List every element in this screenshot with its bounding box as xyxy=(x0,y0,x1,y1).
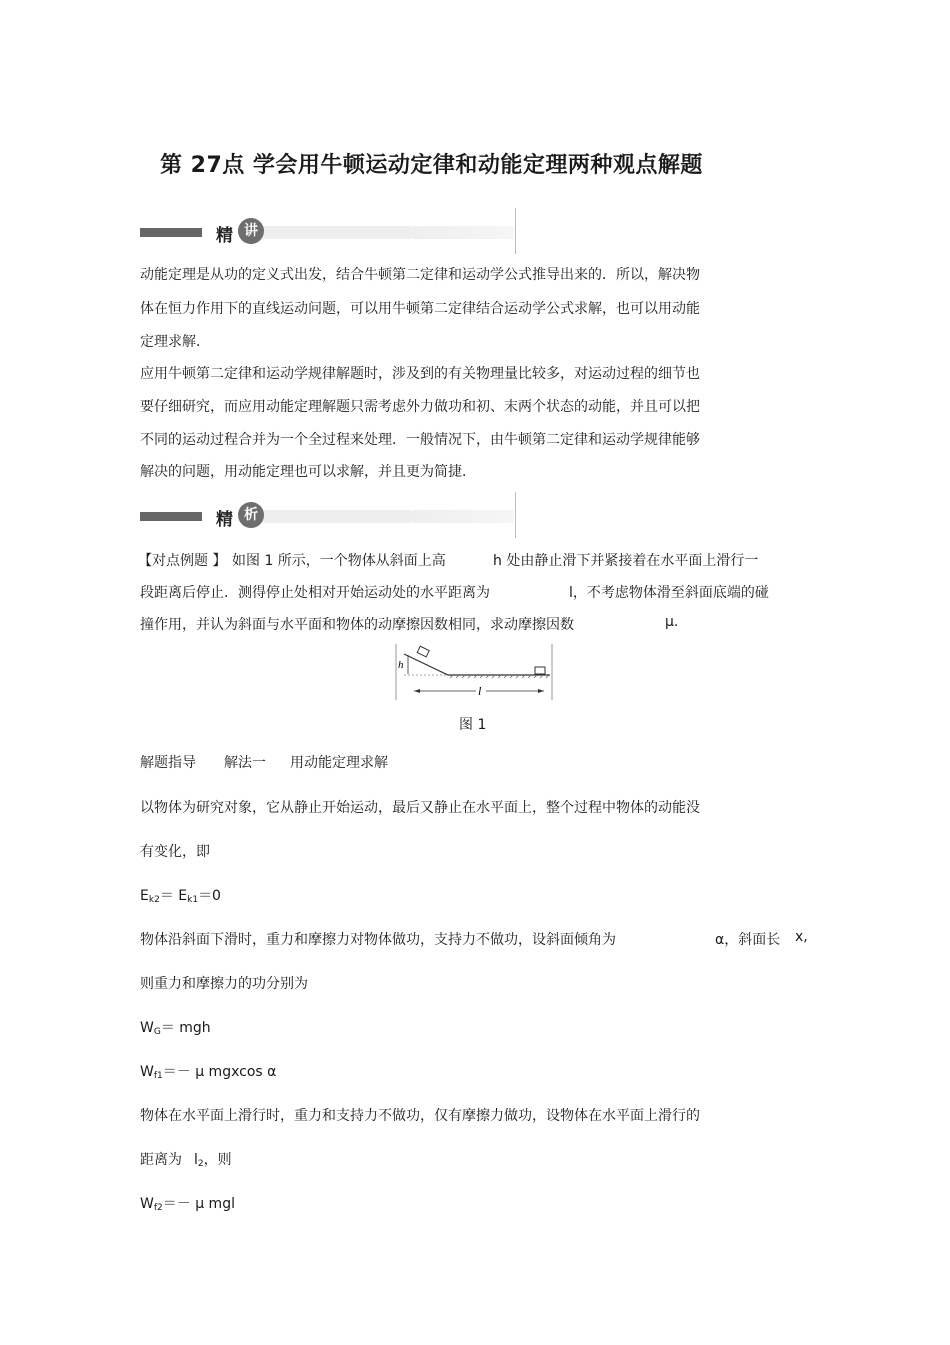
equation-energy: $E_{k2}= E_{k1}=0$ xyxy=(140,888,221,905)
block-end xyxy=(535,667,545,674)
banner-bar xyxy=(140,228,202,237)
banner-stripe xyxy=(258,510,410,523)
banner-divider xyxy=(515,492,516,538)
banner-badge: 析 xyxy=(238,502,264,528)
banner-divider xyxy=(515,208,516,254)
intro-line: 应用牛顿第二定律和运动学规律解题时，涉及到的有关物理量比较多，对运动过程的细节也 xyxy=(140,366,700,382)
banner-stripe-fade xyxy=(408,510,514,523)
block-start xyxy=(417,646,429,657)
equation-wf1: $W_{f1}=- \mu$ mgxcos α xyxy=(140,1064,277,1081)
example-text: 撞作用，并认为斜面与水平面和物体的动摩擦因数相同，求动摩擦因数 xyxy=(140,617,574,633)
guide-method: 解法一 xyxy=(224,755,266,771)
example-tag: 【对点例题 】 xyxy=(138,553,227,569)
example-text: h 处由静止滑下并紧接着在水平面上滑行一 xyxy=(493,553,759,569)
example-text: 如图 1 所示，一个物体从斜面上高 xyxy=(232,553,446,569)
solution-text: 物体在水平面上滑行时，重力和支持力不做功，仅有摩擦力做功，设物体在水平面上滑行的 xyxy=(140,1108,700,1124)
equation-wg: $W_G=$ mgh xyxy=(140,1020,211,1037)
section-banner-jingjiang xyxy=(140,208,516,254)
banner-label: 精 xyxy=(216,226,233,246)
banner-stripe xyxy=(258,226,410,239)
guide-desc: 用动能定理求解 xyxy=(290,755,388,771)
label-h: h xyxy=(398,659,404,671)
banner-badge: 讲 xyxy=(238,218,264,244)
page-title: 第 27点 学会用牛顿运动定律和动能定理两种观点解题 xyxy=(160,153,703,178)
solution-text: 物体沿斜面下滑时，重力和摩擦力对物体做功，支持力不做功，设斜面倾角为 xyxy=(140,932,616,948)
intro-line: 解决的问题，用动能定理也可以求解，并且更为简捷． xyxy=(140,464,476,480)
solution-text-distance: 距离为 $l_2$，则 xyxy=(140,1152,232,1169)
figure-caption: 图 1 xyxy=(459,717,487,733)
section-banner-jingxi xyxy=(140,492,516,538)
banner-bar xyxy=(140,512,202,521)
intro-line: 动能定理是从功的定义式出发，结合牛顿第二定律和运动学公式推导出来的．所以，解决物 xyxy=(140,267,700,283)
solution-text: 以物体为研究对象，它从静止开始运动，最后又静止在水平面上，整个过程中物体的动能没 xyxy=(140,800,700,816)
intro-line: 体在恒力作用下的直线运动问题，可以用牛顿第二定律结合运动学公式求解，也可以用动能 xyxy=(140,301,700,317)
arrow-head-right xyxy=(538,689,544,693)
equation-wf2: $W_{f2}=- \mu$ mgl xyxy=(140,1196,235,1213)
intro-line: 不同的运动过程合并为一个全过程来处理．一般情况下，由牛顿第二定律和运动学规律能够 xyxy=(140,432,700,448)
guide-label: 解题指导 xyxy=(140,755,196,771)
solution-text: 有变化，即 xyxy=(140,844,210,860)
example-text: l，不考虑物体滑至斜面底端的碰 xyxy=(569,585,769,601)
intro-line: 要仔细研究，而应用动能定理解题只需考虑外力做功和初、末两个状态的动能，并且可以把 xyxy=(140,399,700,415)
solution-text: 则重力和摩擦力的功分别为 xyxy=(140,976,308,992)
intro-line: 定理求解． xyxy=(140,334,210,350)
solution-text: x, xyxy=(795,929,808,945)
arrow-head-left xyxy=(414,689,420,693)
banner-stripe-fade xyxy=(408,226,514,239)
solution-text: α，斜面长 xyxy=(715,932,781,948)
label-l: l xyxy=(478,684,482,698)
example-text: 段距离后停止．测得停止处相对开始运动处的水平距离为 xyxy=(140,585,490,601)
figure-incline-diagram xyxy=(392,644,556,702)
example-text: μ. xyxy=(665,614,679,630)
banner-label: 精 xyxy=(216,510,233,530)
